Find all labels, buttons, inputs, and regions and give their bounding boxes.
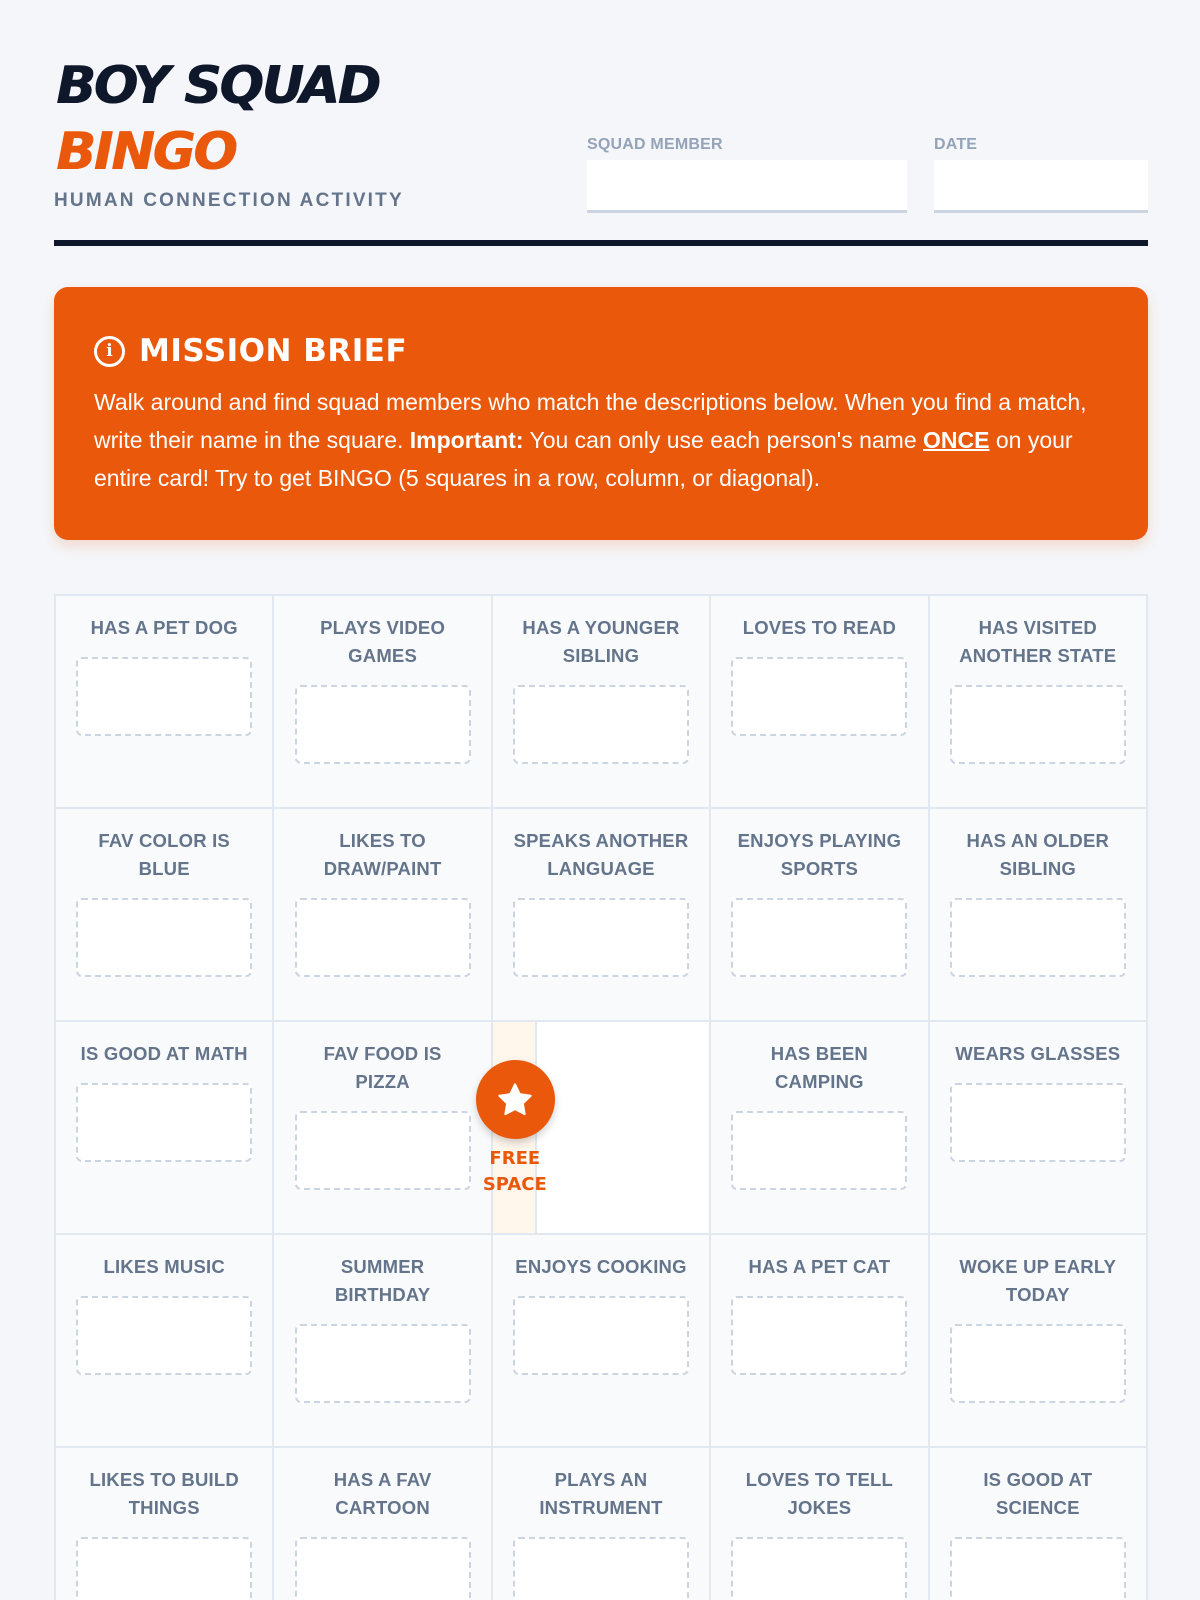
- bingo-cell: [930, 1235, 1148, 1448]
- name-input[interactable]: [950, 1324, 1126, 1403]
- bingo-cell-label: WEARS GLASSES: [955, 1043, 1121, 1064]
- name-input[interactable]: [513, 1537, 689, 1600]
- name-input[interactable]: [295, 685, 471, 764]
- bingo-cell: [493, 1235, 711, 1448]
- name-input[interactable]: [731, 1111, 907, 1190]
- bingo-cell: [493, 1448, 711, 1600]
- name-input[interactable]: [731, 1537, 907, 1600]
- mission-brief-text: [94, 383, 1114, 497]
- brief-important: Important:: [409, 427, 524, 453]
- brief-once: ONCE: [923, 427, 990, 453]
- squad-member-input[interactable]: [587, 160, 907, 213]
- bingo-cell: [711, 1448, 929, 1600]
- bingo-cell: [274, 1022, 492, 1235]
- bingo-cell: [274, 596, 492, 809]
- bingo-cell: [56, 596, 274, 809]
- name-input[interactable]: [731, 657, 907, 736]
- bingo-cell-label: HAS A PET CAT: [748, 1256, 891, 1277]
- name-input[interactable]: [513, 898, 689, 977]
- mission-brief-title: MISSION BRIEF: [139, 333, 408, 369]
- brief-text-3: on your entire card! Try to get BINGO (5 squares in a row, column, or diagonal).: [94, 427, 1073, 491]
- name-input[interactable]: [295, 1537, 471, 1600]
- bingo-cell: [274, 1448, 492, 1600]
- squad-member-field: [587, 136, 907, 213]
- bingo-cell-label: LIKES TO BUILD THINGS: [89, 1469, 239, 1518]
- bingo-cell-label: LIKES MUSIC: [103, 1256, 225, 1277]
- mission-brief-header: [94, 333, 407, 369]
- bingo-cell: [56, 1448, 274, 1600]
- bingo-cell-label: FAV FOOD IS PIZZA: [323, 1043, 442, 1092]
- mission-brief: [54, 287, 1148, 540]
- bingo-cell-label: ENJOYS PLAYING SPORTS: [737, 830, 902, 879]
- bingo-cell-label: WOKE UP EARLY TODAY: [959, 1256, 1117, 1305]
- bingo-cell-label: HAS VISITED ANOTHER STATE: [959, 617, 1117, 666]
- bingo-cell-label: LOVES TO READ: [742, 617, 897, 638]
- bingo-cell-label: FAV COLOR IS BLUE: [98, 830, 230, 879]
- name-input[interactable]: [76, 1296, 252, 1375]
- subtitle: HUMAN CONNECTION ACTIVITY: [54, 190, 404, 211]
- title-line-1: BOY SQUAD: [56, 56, 379, 116]
- name-input[interactable]: [295, 1324, 471, 1403]
- bingo-cell: [274, 809, 492, 1022]
- date-label: DATE: [934, 136, 978, 153]
- info-icon: i: [94, 336, 125, 367]
- free-space-cell: [482, 1022, 711, 1235]
- bingo-cell-label: HAS A PET DOG: [90, 617, 238, 638]
- bingo-cell: [930, 1448, 1148, 1600]
- bingo-cell-label: HAS A YOUNGER SIBLING: [522, 617, 680, 666]
- bingo-cell: [930, 596, 1148, 809]
- bingo-cell-label: PLAYS VIDEO GAMES: [320, 617, 446, 666]
- bingo-cell: [274, 1235, 492, 1448]
- bingo-cell: [56, 1235, 274, 1448]
- bingo-cell-label: HAS BEEN CAMPING: [770, 1043, 868, 1092]
- date-field: [934, 136, 1148, 213]
- bingo-cell: [711, 1235, 929, 1448]
- bingo-cell: [493, 596, 711, 809]
- name-input[interactable]: [513, 685, 689, 764]
- bingo-cell-label: LIKES TO DRAW/PAINT: [323, 830, 442, 879]
- name-input[interactable]: [731, 898, 907, 977]
- bingo-cell-label: SUMMER BIRTHDAY: [334, 1256, 431, 1305]
- header-divider: [54, 240, 1148, 246]
- date-input[interactable]: [934, 160, 1148, 213]
- name-input[interactable]: [295, 898, 471, 977]
- bingo-cell: [56, 809, 274, 1022]
- bingo-cell-label: IS GOOD AT MATH: [80, 1043, 248, 1064]
- free-space-label: FREE SPACE: [482, 1148, 547, 1195]
- bingo-cell-label: ENJOYS COOKING: [515, 1256, 687, 1277]
- header: [54, 56, 1148, 246]
- name-input[interactable]: [76, 1537, 252, 1600]
- name-input[interactable]: [76, 657, 252, 736]
- bingo-cell-label: HAS A FAV CARTOON: [333, 1469, 432, 1518]
- bingo-cell: [930, 809, 1148, 1022]
- name-input[interactable]: [731, 1296, 907, 1375]
- bingo-cell: [493, 809, 711, 1022]
- title-line-2: BINGO: [56, 122, 236, 182]
- squad-member-label: SQUAD MEMBER: [587, 136, 723, 153]
- bingo-cell-label: SPEAKS ANOTHER LANGUAGE: [513, 830, 689, 879]
- star-icon-glyph: [495, 1080, 535, 1120]
- bingo-cell: [711, 809, 929, 1022]
- name-input[interactable]: [950, 1537, 1126, 1600]
- star-icon: [476, 1060, 555, 1139]
- name-input[interactable]: [950, 1083, 1126, 1162]
- name-input[interactable]: [76, 898, 252, 977]
- bingo-cell-label: IS GOOD AT SCIENCE: [983, 1469, 1093, 1518]
- bingo-cell: [711, 596, 929, 809]
- bingo-cell: [930, 1022, 1148, 1235]
- brief-text-2: You can only use each person's name: [523, 427, 924, 453]
- bingo-grid: [54, 594, 1148, 1600]
- name-input[interactable]: [295, 1111, 471, 1190]
- bingo-cell-label: PLAYS AN INSTRUMENT: [539, 1469, 663, 1518]
- free-space-highlight: [482, 1022, 547, 1233]
- name-input[interactable]: [513, 1296, 689, 1375]
- bingo-cell-label: HAS AN OLDER SIBLING: [966, 830, 1110, 879]
- name-input[interactable]: [76, 1083, 252, 1162]
- brief-text-1: Walk around and find squad members who match the descriptions below. When you find a match, write their name in the square.: [94, 389, 1087, 453]
- name-input[interactable]: [950, 685, 1126, 764]
- bingo-cell: [711, 1022, 929, 1235]
- bingo-cell: [56, 1022, 274, 1235]
- name-input[interactable]: [950, 898, 1126, 977]
- bingo-cell-label: LOVES TO TELL JOKES: [745, 1469, 893, 1518]
